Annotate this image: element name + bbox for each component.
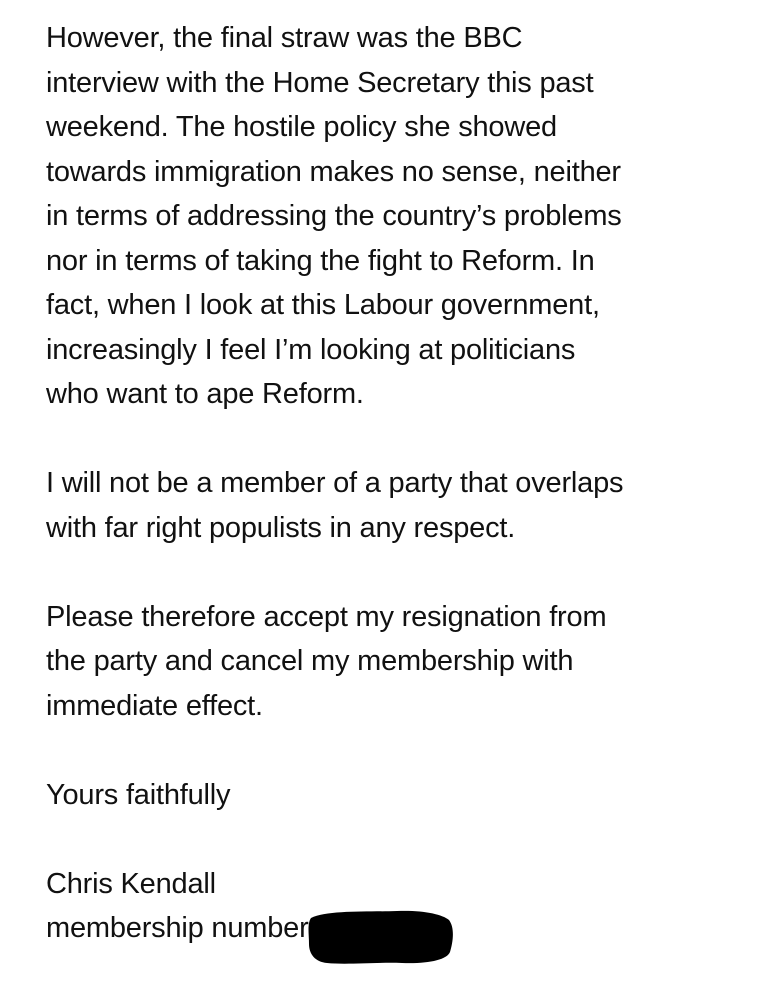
text-line: Please therefore accept my resignation from bbox=[46, 600, 607, 633]
text-line: immediate effect. bbox=[46, 689, 263, 722]
letter-body bbox=[46, 16, 746, 951]
text-line: with far right populists in any respect. bbox=[46, 511, 516, 544]
signatory-name: Chris Kendall bbox=[46, 867, 216, 900]
text-line: However, the final straw was the BBC bbox=[46, 22, 523, 54]
paragraph-membership bbox=[46, 461, 746, 550]
text-line: interview with the Home Secretary this past bbox=[46, 66, 594, 99]
paragraph-immigration bbox=[46, 16, 746, 417]
text-line: towards immigration makes no sense, neither bbox=[46, 155, 621, 188]
paragraph-resignation bbox=[46, 595, 746, 729]
text-line: nor in terms of taking the fight to Reform. In bbox=[46, 244, 595, 277]
text-line: weekend. The hostile policy she showed bbox=[46, 111, 557, 143]
redaction-edge bbox=[313, 918, 445, 922]
valediction: Yours faithfully bbox=[46, 778, 231, 811]
membership-label: membership number bbox=[46, 912, 309, 944]
redaction-block bbox=[309, 906, 459, 950]
text-line: the party and cancel my membership with bbox=[46, 645, 574, 677]
closing bbox=[46, 773, 746, 818]
text-line: in terms of addressing the country’s problems bbox=[46, 200, 622, 232]
redaction-scribble bbox=[307, 908, 457, 966]
signature-block bbox=[46, 862, 746, 951]
text-line: fact, when I look at this Labour government, bbox=[46, 289, 600, 321]
text-line: increasingly I feel I’m looking at politicians bbox=[46, 333, 576, 366]
membership-line bbox=[46, 906, 746, 951]
text-line: I will not be a member of a party that overlaps bbox=[46, 467, 624, 499]
text-line: who want to ape Reform. bbox=[46, 378, 364, 410]
